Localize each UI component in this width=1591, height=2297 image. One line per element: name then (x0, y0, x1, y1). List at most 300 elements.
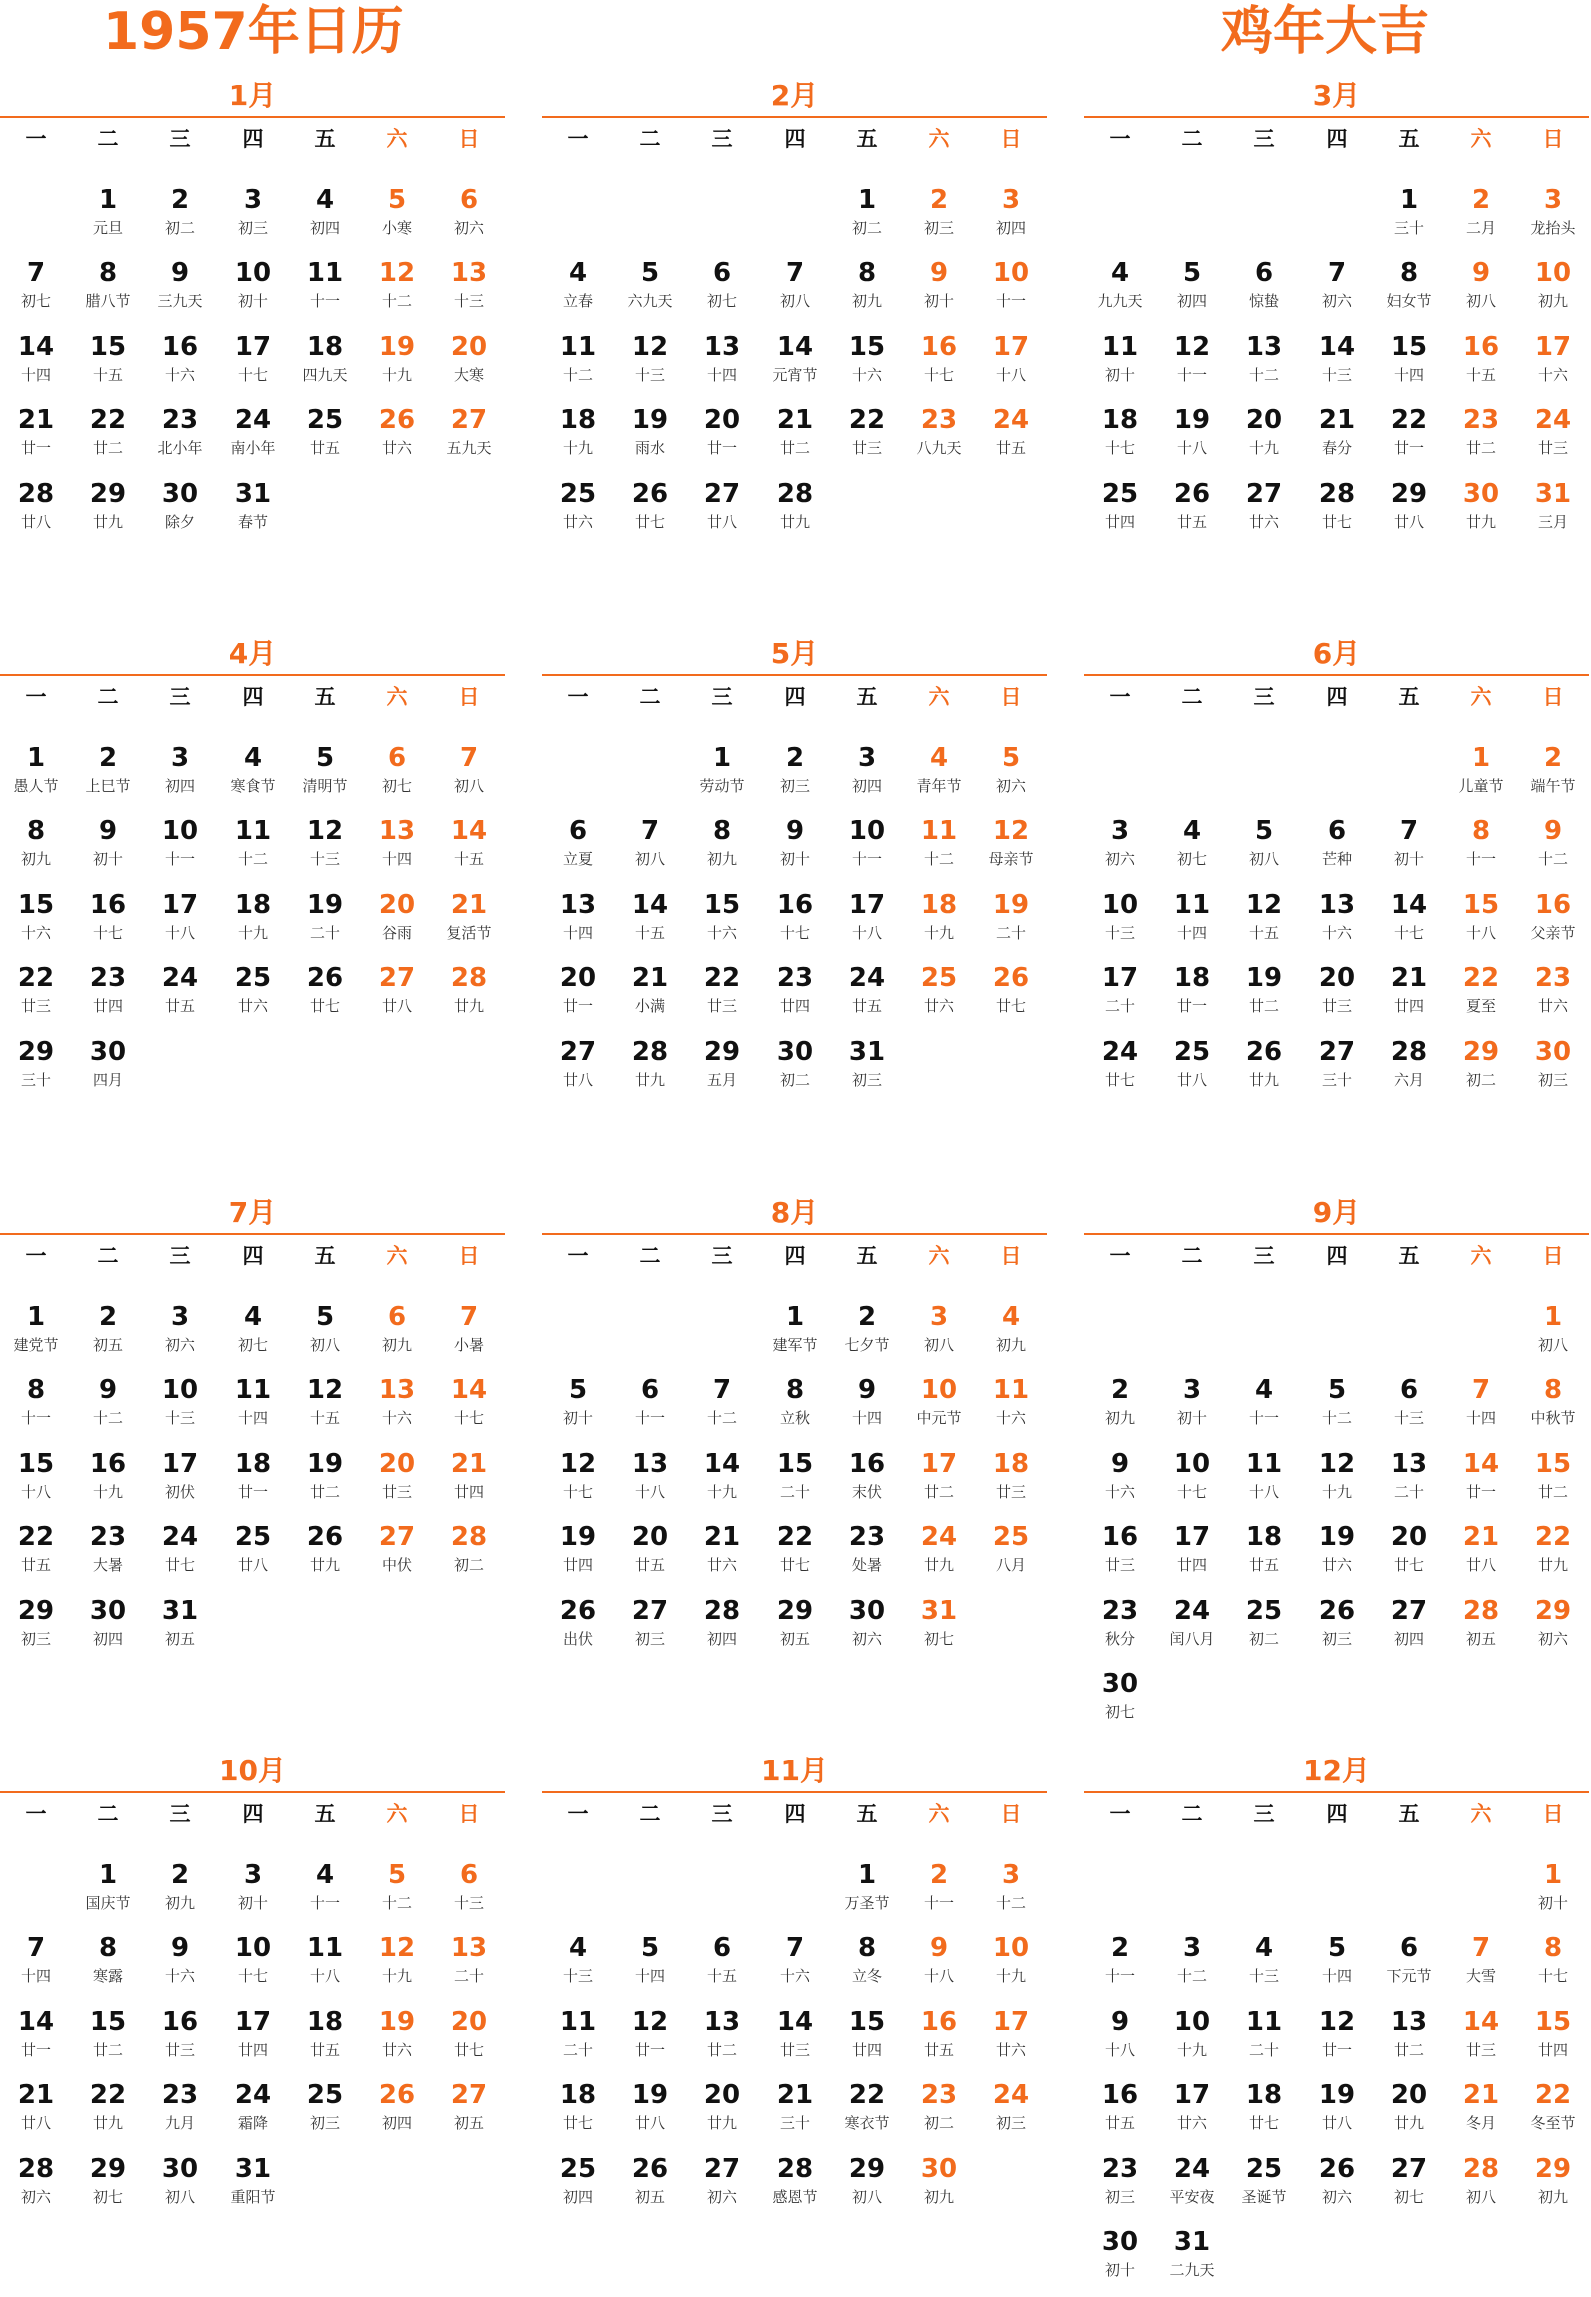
day-cell (686, 402, 758, 475)
day-number: 29 (89, 2154, 127, 2184)
day-number: 26 (306, 1522, 344, 1552)
lunar-label: 十二 (381, 292, 412, 310)
day-cell (289, 960, 361, 1033)
day-number: 17 (1173, 1522, 1211, 1552)
day-number: 16 (89, 1449, 127, 1479)
day-number: 14 (1318, 332, 1356, 362)
day-cell (831, 402, 903, 475)
lunar-label: 十四 (381, 850, 412, 868)
lunar-label: 廿八 (20, 513, 51, 531)
day-cell (614, 960, 686, 1033)
day-number: 22 (89, 405, 127, 435)
day-number: 9 (170, 1933, 190, 1963)
day-cell (1445, 329, 1517, 402)
day-cell (217, 1299, 289, 1372)
day-number: 17 (848, 890, 886, 920)
day-cell (686, 887, 758, 960)
day-number: 25 (920, 963, 958, 993)
day-cell (1084, 1034, 1156, 1107)
lunar-label: 廿七 (634, 513, 665, 531)
lunar-label: 感恩节 (772, 2188, 818, 2206)
day-number: 1 (1471, 743, 1491, 773)
day-number: 4 (568, 1933, 588, 1963)
day-cell (1084, 476, 1156, 549)
lunar-label: 廿五 (851, 997, 882, 1015)
lunar-label: 十二 (92, 1409, 123, 1427)
day-cell (831, 329, 903, 402)
day-cell (1445, 2004, 1517, 2077)
day-number: 11 (1245, 1449, 1283, 1479)
lunar-label: 廿七 (164, 1556, 195, 1574)
day-number: 30 (1101, 2227, 1139, 2257)
lunar-label: 十一 (1248, 1409, 1279, 1427)
day-cell (144, 960, 216, 1033)
day-cell (144, 1857, 216, 1930)
day-number: 31 (1534, 479, 1572, 509)
day-cell (1373, 329, 1445, 402)
day-cell (975, 255, 1047, 328)
lunar-label: 十五 (1465, 366, 1496, 384)
day-cell (72, 1930, 144, 2003)
lunar-label: 十六 (779, 1967, 810, 1985)
lunar-label: 十三 (1321, 366, 1352, 384)
lunar-label: 九月 (164, 2114, 195, 2132)
day-number: 20 (703, 2080, 741, 2110)
lunar-label: 十九 (923, 924, 954, 942)
day-cell (1373, 1519, 1445, 1592)
lunar-label: 初四 (92, 1630, 123, 1648)
day-cell (831, 813, 903, 886)
day-cell (144, 887, 216, 960)
lunar-label: 初九 (381, 1336, 412, 1354)
day-number: 17 (1534, 332, 1572, 362)
lunar-label: 初九 (1537, 292, 1568, 310)
day-number: 12 (1245, 890, 1283, 920)
day-cell (72, 1593, 144, 1666)
day-cell (361, 255, 433, 328)
day-number: 23 (1101, 1596, 1139, 1626)
lunar-label: 初三 (923, 219, 954, 237)
day-number: 1 (98, 1860, 118, 1890)
day-cell (1156, 329, 1228, 402)
day-number: 17 (920, 1449, 958, 1479)
day-number: 28 (17, 2154, 55, 2184)
day-number: 30 (1534, 1037, 1572, 1067)
day-cell (0, 2151, 72, 2224)
weekday-label: 日 (458, 1802, 480, 1826)
day-cell (975, 1299, 1047, 1372)
lunar-label: 廿五 (634, 1556, 665, 1574)
day-cell (1301, 402, 1373, 475)
weekday-label: 二 (639, 1802, 661, 1826)
day-number: 13 (703, 332, 741, 362)
day-number: 11 (234, 1375, 272, 1405)
day-number: 16 (161, 2007, 199, 2037)
lunar-label: 十一 (923, 1894, 954, 1912)
lunar-label: 儿童节 (1458, 777, 1504, 795)
lunar-label: 立冬 (851, 1967, 882, 1985)
day-cell (759, 1593, 831, 1666)
day-cell (1445, 402, 1517, 475)
day-cell (614, 329, 686, 402)
weekday-label: 六 (928, 1244, 950, 1268)
day-number: 22 (89, 2080, 127, 2110)
day-number: 15 (1534, 2007, 1572, 2037)
lunar-label: 二十 (562, 2041, 593, 2059)
day-cell (0, 813, 72, 886)
day-number: 21 (17, 405, 55, 435)
day-cell (1373, 813, 1445, 886)
weekday-label: 一 (1109, 127, 1131, 151)
lunar-label: 十七 (237, 1967, 268, 1985)
day-number: 19 (559, 1522, 597, 1552)
day-cell (903, 1857, 975, 1930)
day-number: 9 (1110, 1449, 1130, 1479)
lunar-label: 立夏 (562, 850, 593, 868)
day-cell (144, 255, 216, 328)
day-number: 26 (559, 1596, 597, 1626)
day-number: 1 (26, 743, 46, 773)
day-number: 8 (785, 1375, 805, 1405)
day-cell (1373, 255, 1445, 328)
day-cell (1301, 813, 1373, 886)
day-number: 22 (1534, 2080, 1572, 2110)
lunar-label: 二十 (453, 1967, 484, 1985)
day-cell (1084, 1666, 1156, 1739)
lunar-label: 廿九 (1248, 1071, 1279, 1089)
day-number: 30 (776, 1037, 814, 1067)
day-number: 7 (1399, 816, 1419, 846)
day-number: 19 (1173, 405, 1211, 435)
day-cell (1228, 1519, 1300, 1592)
day-number: 3 (1182, 1933, 1202, 1963)
day-number: 17 (234, 2007, 272, 2037)
day-cell (831, 2077, 903, 2150)
lunar-label: 大暑 (92, 1556, 123, 1574)
lunar-label: 下元节 (1386, 1967, 1432, 1985)
lunar-label: 中元节 (916, 1409, 962, 1427)
lunar-label: 惊蛰 (1248, 292, 1279, 310)
lunar-label: 廿二 (309, 1483, 340, 1501)
day-cell (144, 740, 216, 813)
lunar-label: 三月 (1537, 513, 1568, 531)
lunar-label: 大寒 (453, 366, 484, 384)
lunar-label: 初七 (381, 777, 412, 795)
lunar-label: 初六 (1321, 292, 1352, 310)
day-number: 15 (17, 1449, 55, 1479)
lunar-label: 廿六 (1176, 2114, 1207, 2132)
lunar-label: 廿七 (1321, 513, 1352, 531)
lunar-label: 初十 (1104, 366, 1135, 384)
day-number: 30 (1101, 1669, 1139, 1699)
day-number: 31 (848, 1037, 886, 1067)
day-cell (1301, 1930, 1373, 2003)
day-number: 16 (920, 2007, 958, 2037)
day-number: 28 (1462, 2154, 1500, 2184)
day-cell (686, 2077, 758, 2150)
day-number: 16 (1101, 1522, 1139, 1552)
day-number: 14 (1462, 2007, 1500, 2037)
month-title: 9月 (1312, 1196, 1361, 1229)
lunar-label: 廿三 (20, 997, 51, 1015)
lunar-label: 雨水 (634, 439, 665, 457)
day-number: 20 (703, 405, 741, 435)
day-number: 20 (450, 332, 488, 362)
day-cell (1517, 2077, 1589, 2150)
day-number: 21 (450, 1449, 488, 1479)
lunar-label: 初二 (779, 1071, 810, 1089)
lunar-label: 寒食节 (230, 777, 276, 795)
lunar-label: 十三 (634, 366, 665, 384)
lunar-label: 廿五 (309, 439, 340, 457)
day-cell (542, 813, 614, 886)
day-number: 7 (26, 258, 46, 288)
day-number: 18 (1101, 405, 1139, 435)
weekday-label: 五 (856, 1244, 878, 1268)
day-number: 27 (703, 2154, 741, 2184)
day-number: 1 (98, 185, 118, 215)
lunar-label: 春节 (237, 513, 268, 531)
day-number: 14 (1390, 890, 1428, 920)
day-cell (72, 402, 144, 475)
lunar-label: 平安夜 (1169, 2188, 1215, 2206)
lunar-label: 十二 (923, 850, 954, 868)
day-cell (144, 2004, 216, 2077)
lunar-label: 腊八节 (85, 292, 131, 310)
day-cell (1156, 402, 1228, 475)
lunar-label: 初伏 (164, 1483, 195, 1501)
day-number: 18 (559, 405, 597, 435)
day-cell (1156, 255, 1228, 328)
day-cell (614, 1372, 686, 1445)
lunar-label: 二十 (1104, 997, 1135, 1015)
day-cell (686, 1446, 758, 1519)
weekday-label: 六 (386, 1244, 408, 1268)
day-cell (686, 329, 758, 402)
lunar-label: 十五 (706, 1967, 737, 1985)
day-cell (1445, 1372, 1517, 1445)
lunar-label: 初七 (1104, 1703, 1135, 1721)
lunar-label: 五九天 (446, 439, 492, 457)
weekday-label: 四 (242, 127, 264, 151)
day-cell (975, 329, 1047, 402)
lunar-label: 十六 (164, 366, 195, 384)
day-number: 27 (1245, 479, 1283, 509)
day-number: 21 (776, 405, 814, 435)
lunar-label: 十一 (851, 850, 882, 868)
day-cell (361, 960, 433, 1033)
day-number: 2 (857, 1302, 877, 1332)
lunar-label: 十七 (1104, 439, 1135, 457)
day-number: 24 (992, 2080, 1030, 2110)
day-number: 6 (712, 258, 732, 288)
day-number: 8 (98, 1933, 118, 1963)
lunar-label: 二十 (1248, 2041, 1279, 2059)
month-block (0, 634, 505, 1154)
lunar-label: 廿八 (1176, 1071, 1207, 1089)
day-number: 19 (378, 2007, 416, 2037)
lunar-label: 十七 (1393, 924, 1424, 942)
day-number: 13 (1390, 2007, 1428, 2037)
day-number: 7 (459, 743, 479, 773)
day-cell (1517, 402, 1589, 475)
day-cell (686, 1372, 758, 1445)
day-number: 14 (1462, 1449, 1500, 1479)
month-divider (0, 1791, 505, 1793)
lunar-label: 谷雨 (381, 924, 412, 942)
month-block (542, 1193, 1047, 1713)
day-cell (1301, 1372, 1373, 1445)
lunar-label: 廿二 (92, 439, 123, 457)
day-cell (72, 1519, 144, 1592)
day-cell (1373, 1446, 1445, 1519)
day-number: 18 (1245, 2080, 1283, 2110)
day-cell (542, 255, 614, 328)
day-cell (217, 1857, 289, 1930)
day-number: 8 (857, 258, 877, 288)
lunar-label: 初八 (779, 292, 810, 310)
day-cell (831, 2004, 903, 2077)
day-cell (614, 1930, 686, 2003)
lunar-label: 廿一 (237, 1483, 268, 1501)
day-cell (217, 1372, 289, 1445)
day-cell (433, 1930, 505, 2003)
lunar-label: 十八 (995, 366, 1026, 384)
day-cell (1084, 2224, 1156, 2297)
day-cell (144, 1446, 216, 1519)
lunar-label: 初七 (923, 1630, 954, 1648)
day-cell (1228, 255, 1300, 328)
lunar-label: 廿八 (706, 513, 737, 531)
day-number: 16 (848, 1449, 886, 1479)
day-cell (1445, 1593, 1517, 1666)
lunar-label: 十七 (562, 1483, 593, 1501)
day-cell (361, 1857, 433, 1930)
day-number: 30 (161, 2154, 199, 2184)
day-cell (1084, 813, 1156, 886)
day-cell (1156, 1930, 1228, 2003)
day-cell (72, 1372, 144, 1445)
lunar-label: 廿九 (1465, 513, 1496, 531)
lunar-label: 初九 (706, 850, 737, 868)
day-number: 22 (776, 1522, 814, 1552)
day-number: 19 (306, 1449, 344, 1479)
day-number: 15 (89, 2007, 127, 2037)
lunar-label: 初四 (995, 219, 1026, 237)
day-number: 1 (712, 743, 732, 773)
weekday-label: 一 (25, 127, 47, 151)
month-block (0, 76, 505, 596)
day-number: 12 (306, 1375, 344, 1405)
day-cell (1301, 1446, 1373, 1519)
day-cell (614, 1519, 686, 1592)
lunar-label: 十九 (1248, 439, 1279, 457)
day-cell (72, 1034, 144, 1107)
day-number: 5 (1327, 1933, 1347, 1963)
lunar-label: 初四 (562, 2188, 593, 2206)
day-cell (903, 1593, 975, 1666)
day-cell (1517, 1593, 1589, 1666)
day-cell (433, 329, 505, 402)
weekday-label: 四 (784, 127, 806, 151)
weekday-label: 二 (1181, 685, 1203, 709)
day-number: 29 (776, 1596, 814, 1626)
weekday-label: 四 (1326, 685, 1348, 709)
day-number: 6 (459, 185, 479, 215)
lunar-label: 廿四 (562, 1556, 593, 1574)
day-number: 23 (920, 405, 958, 435)
day-number: 12 (992, 816, 1030, 846)
day-number: 18 (920, 890, 958, 920)
day-number: 8 (1471, 816, 1491, 846)
lunar-label: 十八 (634, 1483, 665, 1501)
day-cell (903, 1519, 975, 1592)
day-number: 7 (26, 1933, 46, 1963)
day-cell (686, 1593, 758, 1666)
day-number: 8 (98, 258, 118, 288)
day-number: 26 (1318, 2154, 1356, 2184)
lunar-label: 十一 (309, 1894, 340, 1912)
lunar-label: 初十 (1537, 1894, 1568, 1912)
day-cell (975, 813, 1047, 886)
lunar-label: 廿七 (1248, 2114, 1279, 2132)
lunar-label: 初三 (851, 1071, 882, 1089)
day-cell (614, 402, 686, 475)
month-block (0, 1193, 505, 1713)
weekday-label: 三 (711, 1244, 733, 1268)
day-number: 2 (929, 185, 949, 215)
day-number: 25 (559, 2154, 597, 2184)
weekday-label: 三 (1253, 685, 1275, 709)
lunar-label: 二月 (1465, 219, 1496, 237)
day-cell (217, 2151, 289, 2224)
weekday-label: 一 (25, 685, 47, 709)
day-cell (217, 1930, 289, 2003)
lunar-label: 初六 (1104, 850, 1135, 868)
day-cell (759, 1519, 831, 1592)
day-cell (542, 476, 614, 549)
day-number: 11 (559, 2007, 597, 2037)
day-number: 19 (631, 2080, 669, 2110)
lunar-label: 廿二 (1393, 2041, 1424, 2059)
day-number: 25 (1245, 2154, 1283, 2184)
lunar-label: 十六 (706, 924, 737, 942)
weekday-label: 六 (386, 127, 408, 151)
day-cell (903, 329, 975, 402)
day-number: 27 (378, 1522, 416, 1552)
day-cell (361, 182, 433, 255)
day-number: 12 (378, 258, 416, 288)
day-number: 25 (234, 963, 272, 993)
day-number: 7 (712, 1375, 732, 1405)
day-cell (759, 329, 831, 402)
day-number: 17 (161, 890, 199, 920)
day-cell (361, 329, 433, 402)
lunar-label: 重阳节 (230, 2188, 276, 2206)
weekday-label: 三 (169, 1802, 191, 1826)
day-number: 7 (1471, 1933, 1491, 1963)
day-number: 5 (640, 258, 660, 288)
day-number: 23 (161, 405, 199, 435)
day-cell (361, 1930, 433, 2003)
day-cell (433, 2004, 505, 2077)
lunar-label: 初三 (1104, 2188, 1135, 2206)
day-number: 13 (1318, 890, 1356, 920)
day-number: 7 (785, 1933, 805, 1963)
day-cell (975, 1446, 1047, 1519)
lunar-label: 初八 (1465, 292, 1496, 310)
day-number: 15 (17, 890, 55, 920)
